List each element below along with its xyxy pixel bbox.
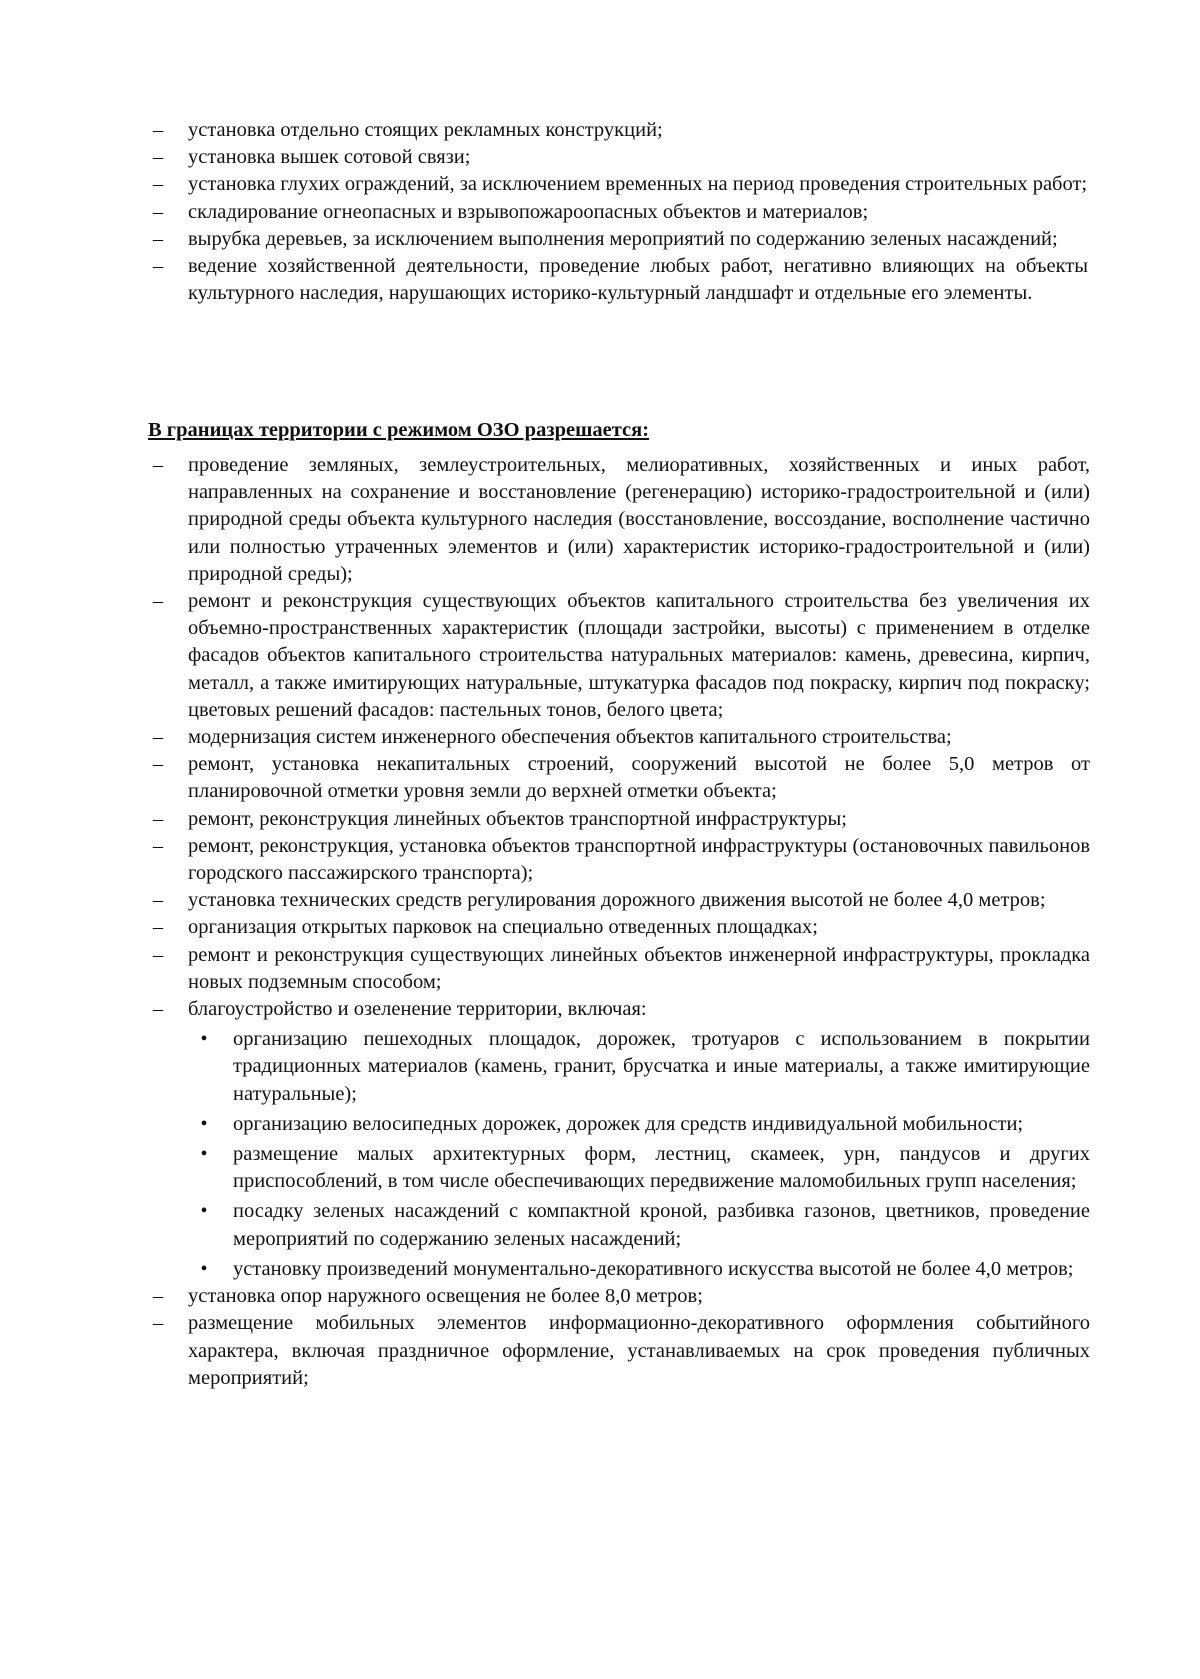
sublist-item-text: установку произведений монументально-декоративного искусства высотой не более 4,0 метров; xyxy=(233,1257,1074,1280)
list-item-text: ремонт и реконструкция существующих объектов капитального строительства без увеличения их объемно-пространственных характеристик (площади застройки, высоты) с применением в отделке фасадов объектов капитального строительства натуральных материалов: камень, древесина, кирпич, металл, а также имитирующих натуральные, штукатурка фасадов под покраску, кирпич под покраску; цветовых решений фасадов: пастельных тонов, белого цвета; xyxy=(188,590,1090,721)
dash-marker: – xyxy=(152,753,164,776)
list-item xyxy=(148,806,1090,833)
dash-marker: – xyxy=(152,726,164,749)
sublist-item xyxy=(188,1026,1090,1108)
list-item xyxy=(148,833,1090,887)
bullet-marker: • xyxy=(200,1200,208,1223)
list-item xyxy=(148,887,1090,914)
list-item-text: установка вышек сотовой связи; xyxy=(188,146,471,169)
list-item-text: ремонт и реконструкция существующих линейных объектов инженерной инфраструктуры, прокладка новых подземным способом; xyxy=(188,943,1090,993)
bullet-marker: • xyxy=(200,1143,208,1166)
list-item-text: размещение мобильных элементов информационно-декоративного оформления событийного характера, включая праздничное оформление, устанавливаемых на срок проведения публичных мероприятий; xyxy=(188,1312,1090,1389)
list-item xyxy=(148,253,1088,307)
bullet-marker: • xyxy=(200,1112,208,1135)
dash-marker: – xyxy=(152,255,164,278)
list-item xyxy=(148,588,1090,724)
list-item xyxy=(148,117,1088,144)
dash-marker: – xyxy=(152,998,164,1021)
dash-marker: – xyxy=(152,173,164,196)
dash-marker: – xyxy=(152,916,164,939)
dash-marker: – xyxy=(152,146,164,169)
list-item-text: ремонт, реконструкция линейных объектов транспортной инфраструктуры; xyxy=(188,807,847,830)
list-item-text: установка технических средств регулирования дорожного движения высотой не более 4,0 метров; xyxy=(188,889,1046,912)
list-item xyxy=(148,144,1088,171)
list-item-text: ведение хозяйственной деятельности, проведение любых работ, негативно влияющих на объекты культурного наследия, нарушающих историко-культурный ландшафт и отдельные его элементы. xyxy=(188,255,1088,305)
permitted-list xyxy=(148,452,1090,1392)
sublist-item xyxy=(188,1256,1090,1283)
list-item-text: ремонт, установка некапитальных строений, сооружений высотой не более 5,0 метров от планировочной отметки уровня земли до верхней отметки объекта; xyxy=(188,753,1090,803)
sublist-item xyxy=(188,1111,1090,1138)
list-item-text: организация открытых парковок на специально отведенных площадках; xyxy=(188,916,818,939)
dash-marker: – xyxy=(152,200,164,223)
list-item xyxy=(148,1310,1090,1392)
list-item-text: проведение земляных, землеустроительных, мелиоративных, хозяйственных и иных работ, направленных на сохранение и восстановление (регенерацию) историко-градостроительной и (или) природной среды объекта культурного наследия (восстановление, воссоздание, восполнение частично или полностью утраченных элементов и (или) характеристик историко-градостроительной и (или) природной среды); xyxy=(188,454,1090,585)
list-item xyxy=(148,914,1090,941)
list-item-text: благоустройство и озеленение территории, включая: xyxy=(188,998,647,1021)
list-item-text: вырубка деревьев, за исключением выполнения мероприятий по содержанию зеленых насаждений; xyxy=(188,227,1058,250)
list-item xyxy=(148,452,1090,588)
dash-marker: – xyxy=(152,454,164,476)
dash-marker: – xyxy=(152,119,164,141)
list-item xyxy=(148,751,1090,805)
list-item xyxy=(148,199,1088,226)
prohibited-list xyxy=(148,117,1088,307)
sublist-item-text: размещение малых архитектурных форм, лестниц, скамеек, урн, пандусов и других приспособлений, в том числе обеспечивающих передвижение маломобильных групп населения; xyxy=(233,1143,1090,1193)
landscaping-sublist xyxy=(188,1026,1090,1283)
sublist-item-text: организацию пешеходных площадок, дорожек, тротуаров с использованием в покрытии традиционных материалов (камень, гранит, брусчатка и иные материалы, а также имитирующие натуральные); xyxy=(233,1028,1090,1105)
list-item xyxy=(148,226,1088,253)
list-item xyxy=(148,171,1088,198)
list-item-text: установка опор наружного освещения не более 8,0 метров; xyxy=(188,1285,703,1308)
list-item xyxy=(148,996,1090,1283)
sublist-item xyxy=(188,1198,1090,1252)
list-item-text: ремонт, реконструкция, установка объектов транспортной инфраструктуры (остановочных павильонов городского пассажирского транспорта); xyxy=(188,834,1090,885)
dash-marker: – xyxy=(152,889,164,912)
list-item-text: складирование огнеопасных и взрывопожароопасных объектов и материалов; xyxy=(188,200,869,223)
list-item-text: установка глухих ограждений, за исключением временных на период проведения строительных работ; xyxy=(188,173,1088,196)
list-item xyxy=(148,1283,1090,1310)
list-item-text: установка отдельно стоящих рекламных конструкций; xyxy=(188,119,663,141)
sublist-item-text: организацию велосипедных дорожек, дорожек для средств индивидуальной мобильности; xyxy=(233,1112,1024,1135)
sublist-item xyxy=(188,1141,1090,1195)
dash-marker: – xyxy=(152,1285,164,1308)
list-item-text: модернизация систем инженерного обеспечения объектов капитального строительства; xyxy=(188,726,952,749)
dash-marker: – xyxy=(152,227,164,250)
sublist-item-text: посадку зеленых насаждений с компактной кроной, разбивка газонов, цветников, проведение мероприятий по содержанию зеленых насаждений; xyxy=(233,1200,1090,1250)
list-item xyxy=(148,942,1090,996)
dash-marker: – xyxy=(152,943,164,966)
list-item xyxy=(148,724,1090,751)
section-heading: В границах территории с режимом ОЗО разрешается: xyxy=(148,419,650,441)
dash-marker: – xyxy=(152,834,164,857)
bullet-marker: • xyxy=(200,1257,208,1280)
dash-marker: – xyxy=(152,1312,164,1335)
dash-marker: – xyxy=(152,590,164,613)
dash-marker: – xyxy=(152,807,164,830)
bullet-marker: • xyxy=(200,1028,208,1051)
